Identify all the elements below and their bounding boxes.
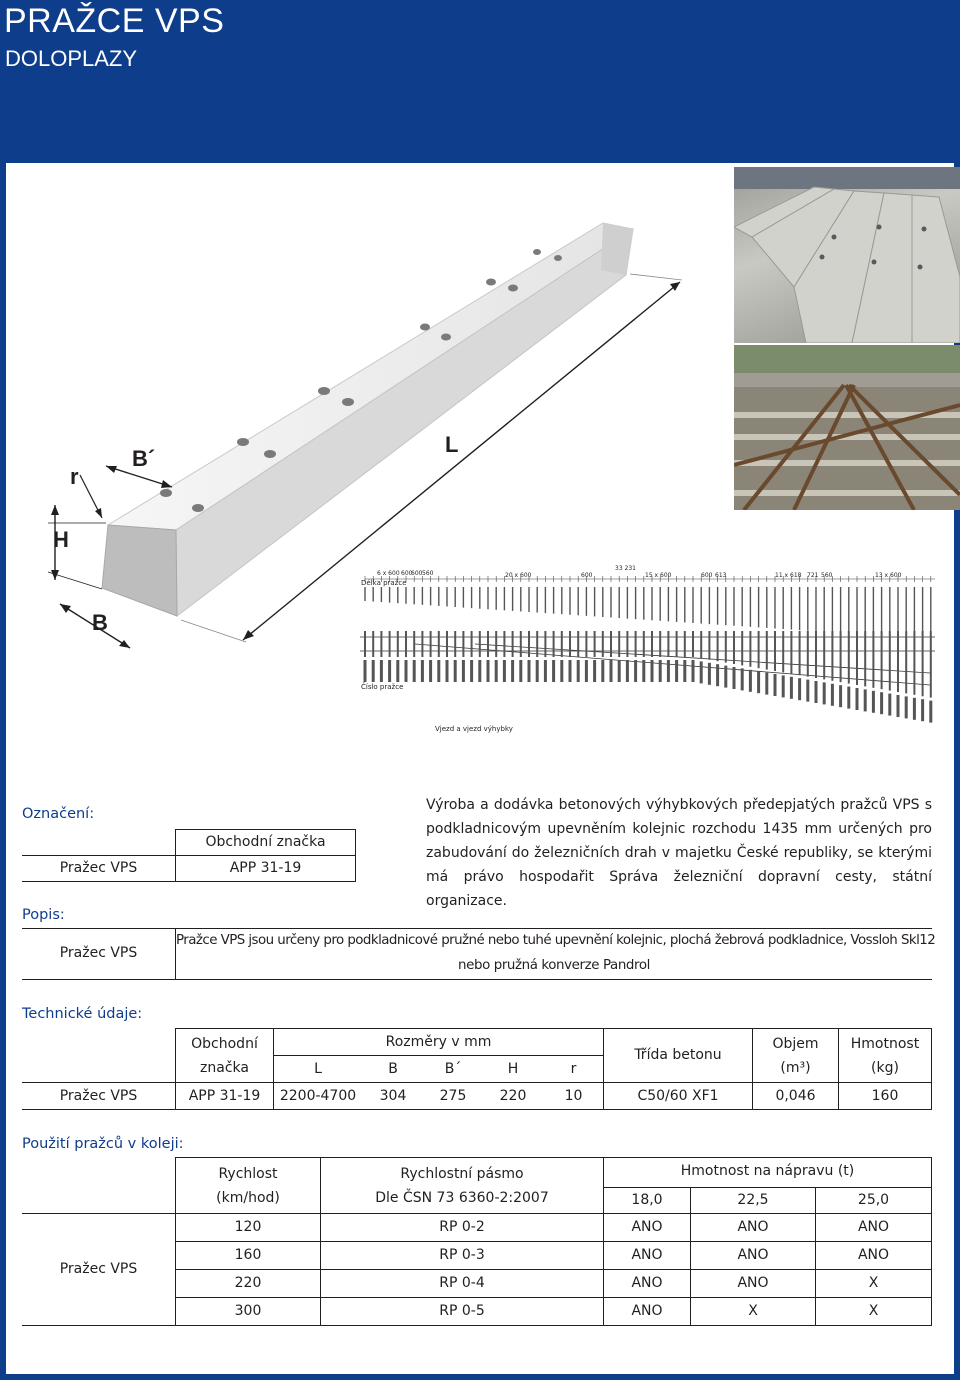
tech-cell-hmotnost: 160 <box>871 1088 899 1104</box>
plan-sleeper-number <box>659 660 662 682</box>
plan-sleeper-number <box>839 685 842 707</box>
plan-sleeper-number <box>847 687 850 709</box>
pouziti-header-pasmo: Rychlostní pásmo <box>400 1166 524 1182</box>
plan-sleeper-number <box>388 660 391 682</box>
plan-caption: Vjezd a vjezd výhybky <box>435 725 513 733</box>
plan-sleeper-number <box>618 660 621 682</box>
tech-header-rozmery: Rozměry v mm <box>385 1034 492 1050</box>
pouziti-header-18: 18,0 <box>631 1192 663 1208</box>
plan-sleeper-number <box>470 660 473 682</box>
plan-sleeper-number <box>626 660 629 682</box>
product-description: Výroba a dodávka betonových výhybkových předepjatých pražců VPS s podkladnicovým upevněním kolejnic rozchodu 1435 mm určených pro zabudování do železničních drah v majetku České republiky, se kterými má právo hospodařit Správa železniční dopravní cesty, státní organizace. <box>426 797 932 909</box>
pouziti-cell-zone: RP 0-4 <box>439 1275 485 1291</box>
tech-cell-B: 304 <box>379 1088 407 1104</box>
tech-row-label: Pražec VPS <box>59 1088 138 1104</box>
plan-sleeper-number <box>806 680 809 702</box>
pouziti-cell-25: ANO <box>857 1219 890 1235</box>
plan-spacing: 11 x 618 <box>775 572 802 579</box>
pouziti-cell-speed: 220 <box>234 1275 262 1291</box>
plan-spacing: 613 <box>715 572 727 579</box>
plan-sleeper-number <box>634 660 637 682</box>
plan-sleeper-number <box>675 660 678 682</box>
plan-sleeper-number <box>372 660 375 682</box>
plan-sleeper-number <box>536 660 539 682</box>
tech-cell-znacka: APP 31-19 <box>188 1088 261 1104</box>
sleepers-photo <box>734 167 960 343</box>
plan-sleeper-number <box>765 673 768 695</box>
popis-text-line2: nebo pružná konverze Pandrol <box>458 958 650 973</box>
pouziti-cell-18: ANO <box>631 1219 663 1235</box>
pouziti-cell-speed: 160 <box>234 1247 262 1263</box>
plan-sleeper-number <box>560 660 563 682</box>
plan-sleeper-number <box>757 671 760 693</box>
pouziti-cell-22: ANO <box>737 1247 769 1263</box>
plan-sleeper-number <box>929 701 932 723</box>
pouziti-header-25: 25,0 <box>857 1192 890 1208</box>
plan-spacing: 15 x 600 <box>645 572 672 579</box>
dimension-label-B: B <box>92 610 108 635</box>
pouziti-cell-18: ANO <box>631 1303 663 1319</box>
plan-sleeper-number <box>437 660 440 682</box>
plan-sleeper-number <box>429 660 432 682</box>
plan-sleeper-number <box>413 660 416 682</box>
tech-header-hmotnost-unit: (kg) <box>871 1060 899 1076</box>
plan-sleeper-number <box>733 667 736 689</box>
plan-sleeper-number <box>552 660 555 682</box>
plan-sleeper-number <box>593 660 596 682</box>
pouziti-cell-zone: RP 0-5 <box>439 1303 485 1319</box>
plan-spacing: 33 231 <box>615 565 636 572</box>
pouziti-header-pasmo-norm: Dle ČSN 73 6360-2:2007 <box>375 1190 549 1206</box>
tech-header-L: L <box>314 1061 322 1077</box>
plan-sleeper-number <box>462 660 465 682</box>
plan-spacing: 560 <box>422 570 434 577</box>
pouziti-cell-22: ANO <box>737 1275 769 1291</box>
oznaceni-col-header: Obchodní značka <box>205 834 326 850</box>
pouziti-row-label: Pražec VPS <box>59 1261 138 1277</box>
pouziti-cell-25: X <box>868 1303 879 1319</box>
plan-spacing: 600 <box>401 570 413 577</box>
plan-sleeper-number <box>642 660 645 682</box>
plan-sleeper-number <box>790 677 793 699</box>
tech-cell-trida: C50/60 XF1 <box>637 1088 719 1104</box>
plan-sleeper-number <box>724 666 727 688</box>
plan-spacing: 600 <box>581 572 593 579</box>
plan-sleeper-number <box>831 684 834 706</box>
turnout-photo <box>734 345 960 510</box>
plan-sleeper-number <box>454 660 457 682</box>
plan-sleeper-number <box>503 660 506 682</box>
pouziti-cell-25: X <box>868 1275 879 1291</box>
plan-sleeper-number <box>692 660 695 682</box>
plan-spacing: 13 x 600 <box>875 572 902 579</box>
plan-sleeper-number <box>683 660 686 682</box>
plan-sleeper-number <box>495 660 498 682</box>
section-heading-popis: Popis: <box>22 907 65 923</box>
pouziti-cell-25: ANO <box>857 1247 890 1263</box>
page-title: PRAŽCE VPS <box>4 2 225 40</box>
plan-sleeper-number <box>577 660 580 682</box>
plan-sleeper-number <box>888 694 891 716</box>
plan-sleeper-number <box>864 689 867 711</box>
plan-sleeper-number <box>585 660 588 682</box>
plan-sleeper-number <box>610 660 613 682</box>
plan-spacing: 600 <box>411 570 423 577</box>
plan-sleeper-number <box>774 674 777 696</box>
plan-sleeper-number <box>700 661 703 683</box>
plan-sleeper-number <box>478 660 481 682</box>
plan-sleeper-number <box>528 660 531 682</box>
plan-sleeper-number <box>716 664 719 686</box>
plan-sleeper-number <box>569 660 572 682</box>
turnout-plan <box>355 565 945 745</box>
pouziti-cell-22: X <box>748 1303 758 1319</box>
tech-header-B-prime: B´ <box>444 1061 462 1077</box>
plan-sleeper-number <box>782 675 785 697</box>
plan-label-number: Číslo pražce <box>361 683 404 691</box>
tech-header-hmotnost: Hmotnost <box>850 1036 920 1052</box>
page-subtitle: DOLOPLAZY <box>5 46 138 71</box>
plan-spacing: 560 <box>821 572 833 579</box>
popis-row-label: Pražec VPS <box>59 945 138 961</box>
plan-sleeper-number <box>905 696 908 718</box>
plan-sleeper-number <box>405 660 408 682</box>
plan-sleeper-number <box>708 663 711 685</box>
pouziti-header-hmotnost: Hmotnost na nápravu (t) <box>680 1163 855 1179</box>
pouziti-cell-speed: 120 <box>234 1219 262 1235</box>
plan-sleeper-number <box>823 682 826 704</box>
plan-sleeper-number <box>487 660 490 682</box>
plan-sleeper-number <box>667 660 670 682</box>
plan-spacing: 20 x 600 <box>505 572 532 579</box>
tech-header-trida: Třída betonu <box>634 1047 722 1063</box>
pouziti-cell-18: ANO <box>631 1247 663 1263</box>
pouziti-cell-zone: RP 0-3 <box>439 1247 485 1263</box>
plan-sleeper-number <box>511 660 514 682</box>
plan-sleeper-number <box>815 681 818 703</box>
tech-header-r: r <box>570 1061 577 1077</box>
plan-sleeper-number <box>921 699 924 721</box>
tech-cell-r: 10 <box>564 1088 583 1104</box>
plan-sleeper-number <box>364 660 367 682</box>
plan-sleeper-number <box>421 660 424 682</box>
plan-sleeper-number <box>913 698 916 720</box>
tech-cell-L: 2200-4700 <box>279 1088 357 1104</box>
tech-header-objem: Objem <box>772 1036 819 1052</box>
section-heading-technicke: Technické údaje: <box>22 1006 143 1022</box>
plan-sleeper-number <box>380 660 383 682</box>
tech-header-B: B <box>388 1061 398 1077</box>
pouziti-header-22: 22,5 <box>737 1192 769 1208</box>
pouziti-header-rychlost: Rychlost <box>218 1166 278 1182</box>
plan-sleeper-number <box>651 660 654 682</box>
plan-sleeper-number <box>741 668 744 690</box>
plan-sleeper-number <box>749 670 752 692</box>
plan-sleeper-number <box>446 660 449 682</box>
turnout-plan-drawing <box>355 565 945 745</box>
plan-sleeper-number <box>396 660 399 682</box>
plan-sleeper-number <box>897 695 900 717</box>
pouziti-header-rychlost-unit: (km/hod) <box>216 1190 280 1206</box>
plan-sleeper-number <box>519 660 522 682</box>
plan-sleeper-number <box>798 678 801 700</box>
section-heading-oznaceni: Označení: <box>22 806 95 822</box>
pouziti-cell-speed: 300 <box>234 1303 262 1319</box>
dimension-label-H: H <box>53 527 69 552</box>
section-heading-pouziti: Použití pražců v koleji: <box>22 1136 184 1152</box>
plan-sleeper-number <box>544 660 547 682</box>
dimension-label-r: r <box>70 464 79 489</box>
plan-sleeper-number <box>856 688 859 710</box>
plan-sleeper-number <box>872 691 875 713</box>
plan-sleeper-number <box>601 660 604 682</box>
pouziti-cell-22: ANO <box>737 1219 769 1235</box>
plan-spacing: 6 x 600 <box>377 570 400 577</box>
popis-text-line1: Pražce VPS jsou určeny pro podkladnicové pružné nebo tuhé upevnění kolejnic, plochá žebrová podkladnice, Vossloh Skl12 <box>176 933 936 948</box>
pouziti-cell-zone: RP 0-2 <box>439 1219 485 1235</box>
tech-header-obchodni: Obchodní <box>191 1036 258 1052</box>
plan-sleeper-number <box>880 692 883 714</box>
tech-header-znacka: značka <box>200 1060 249 1076</box>
pouziti-cell-18: ANO <box>631 1275 663 1291</box>
plan-label-length: Délka pražce <box>361 579 407 587</box>
oznaceni-row-value: APP 31-19 <box>229 860 302 876</box>
tech-cell-B-prime: 275 <box>439 1088 467 1104</box>
plan-spacing: 600 <box>701 572 713 579</box>
tech-cell-objem: 0,046 <box>775 1088 816 1104</box>
tech-header-objem-unit: (m³) <box>780 1060 811 1076</box>
tech-cell-H: 220 <box>499 1088 527 1104</box>
dimension-label-B-prime: B´ <box>132 446 156 471</box>
dimension-label-L: L <box>445 432 459 457</box>
oznaceni-row-label: Pražec VPS <box>59 860 138 876</box>
plan-spacing: 721 <box>807 572 819 579</box>
tech-header-H: H <box>507 1061 519 1077</box>
